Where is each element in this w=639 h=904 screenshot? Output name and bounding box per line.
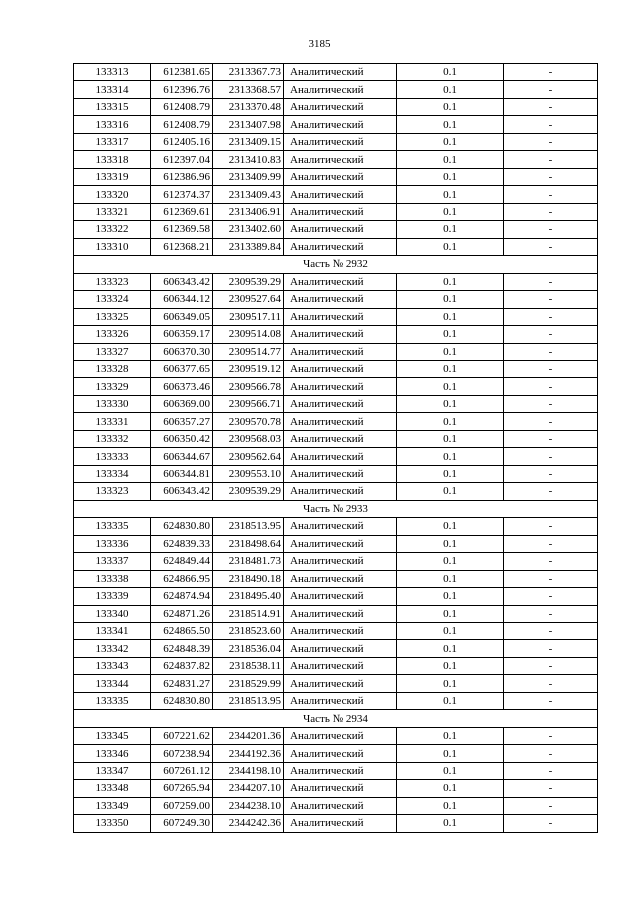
method-cell: Аналитический xyxy=(284,360,397,377)
y-coordinate-cell: 2313368.57 xyxy=(213,81,284,98)
accuracy-cell: 0.1 xyxy=(397,151,504,168)
x-coordinate-cell: 606357.27 xyxy=(151,413,213,430)
description-cell: - xyxy=(504,326,598,343)
point-id-cell: 133327 xyxy=(74,343,151,360)
part-header: Часть № 2932 xyxy=(74,256,598,273)
coordinates-table-body xyxy=(74,64,598,833)
x-coordinate-cell: 624871.26 xyxy=(151,605,213,622)
accuracy-cell: 0.1 xyxy=(397,675,504,692)
x-coordinate-cell: 624830.80 xyxy=(151,518,213,535)
table-row xyxy=(74,98,598,115)
table-row xyxy=(74,745,598,762)
accuracy-cell: 0.1 xyxy=(397,448,504,465)
table-row xyxy=(74,360,598,377)
point-id-cell: 133343 xyxy=(74,657,151,674)
point-id-cell: 133323 xyxy=(74,483,151,500)
x-coordinate-cell: 624874.94 xyxy=(151,588,213,605)
y-coordinate-cell: 2318514.91 xyxy=(213,605,284,622)
x-coordinate-cell: 606350.42 xyxy=(151,430,213,447)
coordinates-table xyxy=(73,63,598,833)
y-coordinate-cell: 2309562.64 xyxy=(213,448,284,465)
description-cell: - xyxy=(504,98,598,115)
y-coordinate-cell: 2309514.08 xyxy=(213,326,284,343)
y-coordinate-cell: 2344238.10 xyxy=(213,797,284,814)
description-cell: - xyxy=(504,675,598,692)
point-id-cell: 133342 xyxy=(74,640,151,657)
description-cell: - xyxy=(504,465,598,482)
y-coordinate-cell: 2318513.95 xyxy=(213,692,284,709)
y-coordinate-cell: 2313407.98 xyxy=(213,116,284,133)
method-cell: Аналитический xyxy=(284,116,397,133)
accuracy-cell: 0.1 xyxy=(397,692,504,709)
y-coordinate-cell: 2344192.36 xyxy=(213,745,284,762)
description-cell: - xyxy=(504,81,598,98)
y-coordinate-cell: 2318513.95 xyxy=(213,518,284,535)
accuracy-cell: 0.1 xyxy=(397,657,504,674)
part-header: Часть № 2934 xyxy=(74,710,598,727)
y-coordinate-cell: 2309514.77 xyxy=(213,343,284,360)
description-cell: - xyxy=(504,116,598,133)
accuracy-cell: 0.1 xyxy=(397,378,504,395)
accuracy-cell: 0.1 xyxy=(397,116,504,133)
description-cell: - xyxy=(504,168,598,185)
description-cell: - xyxy=(504,395,598,412)
point-id-cell: 133313 xyxy=(74,64,151,81)
x-coordinate-cell: 612369.58 xyxy=(151,221,213,238)
accuracy-cell: 0.1 xyxy=(397,465,504,482)
x-coordinate-cell: 612386.96 xyxy=(151,168,213,185)
accuracy-cell: 0.1 xyxy=(397,343,504,360)
method-cell: Аналитический xyxy=(284,326,397,343)
method-cell: Аналитический xyxy=(284,692,397,709)
description-cell: - xyxy=(504,483,598,500)
description-cell: - xyxy=(504,815,598,832)
accuracy-cell: 0.1 xyxy=(397,395,504,412)
point-id-cell: 133339 xyxy=(74,588,151,605)
y-coordinate-cell: 2313389.84 xyxy=(213,238,284,255)
description-cell: - xyxy=(504,360,598,377)
x-coordinate-cell: 607221.62 xyxy=(151,727,213,744)
table-row xyxy=(74,64,598,81)
table-row xyxy=(74,395,598,412)
point-id-cell: 133337 xyxy=(74,553,151,570)
x-coordinate-cell: 606343.42 xyxy=(151,273,213,290)
description-cell: - xyxy=(504,64,598,81)
accuracy-cell: 0.1 xyxy=(397,221,504,238)
description-cell: - xyxy=(504,780,598,797)
accuracy-cell: 0.1 xyxy=(397,98,504,115)
accuracy-cell: 0.1 xyxy=(397,762,504,779)
x-coordinate-cell: 606343.42 xyxy=(151,483,213,500)
x-coordinate-cell: 612396.76 xyxy=(151,81,213,98)
method-cell: Аналитический xyxy=(284,745,397,762)
part-header: Часть № 2933 xyxy=(74,500,598,517)
accuracy-cell: 0.1 xyxy=(397,483,504,500)
method-cell: Аналитический xyxy=(284,378,397,395)
x-coordinate-cell: 606344.81 xyxy=(151,465,213,482)
method-cell: Аналитический xyxy=(284,762,397,779)
accuracy-cell: 0.1 xyxy=(397,308,504,325)
description-cell: - xyxy=(504,430,598,447)
x-coordinate-cell: 612408.79 xyxy=(151,116,213,133)
table-row xyxy=(74,81,598,98)
x-coordinate-cell: 606373.46 xyxy=(151,378,213,395)
method-cell: Аналитический xyxy=(284,640,397,657)
method-cell: Аналитический xyxy=(284,203,397,220)
accuracy-cell: 0.1 xyxy=(397,588,504,605)
table-row xyxy=(74,465,598,482)
description-cell: - xyxy=(504,151,598,168)
method-cell: Аналитический xyxy=(284,483,397,500)
description-cell: - xyxy=(504,657,598,674)
table-row xyxy=(74,483,598,500)
method-cell: Аналитический xyxy=(284,168,397,185)
y-coordinate-cell: 2309539.29 xyxy=(213,273,284,290)
x-coordinate-cell: 612374.37 xyxy=(151,186,213,203)
description-cell: - xyxy=(504,238,598,255)
description-cell: - xyxy=(504,186,598,203)
table-row xyxy=(74,378,598,395)
description-cell: - xyxy=(504,133,598,150)
method-cell: Аналитический xyxy=(284,570,397,587)
accuracy-cell: 0.1 xyxy=(397,64,504,81)
method-cell: Аналитический xyxy=(284,588,397,605)
method-cell: Аналитический xyxy=(284,465,397,482)
point-id-cell: 133336 xyxy=(74,535,151,552)
y-coordinate-cell: 2318536.04 xyxy=(213,640,284,657)
point-id-cell: 133324 xyxy=(74,291,151,308)
description-cell: - xyxy=(504,518,598,535)
description-cell: - xyxy=(504,692,598,709)
point-id-cell: 133340 xyxy=(74,605,151,622)
y-coordinate-cell: 2344198.10 xyxy=(213,762,284,779)
description-cell: - xyxy=(504,570,598,587)
accuracy-cell: 0.1 xyxy=(397,553,504,570)
point-id-cell: 133334 xyxy=(74,465,151,482)
point-id-cell: 133322 xyxy=(74,221,151,238)
x-coordinate-cell: 612397.04 xyxy=(151,151,213,168)
x-coordinate-cell: 606370.30 xyxy=(151,343,213,360)
method-cell: Аналитический xyxy=(284,413,397,430)
y-coordinate-cell: 2309527.64 xyxy=(213,291,284,308)
method-cell: Аналитический xyxy=(284,605,397,622)
table-row xyxy=(74,273,598,290)
table-row xyxy=(74,238,598,255)
x-coordinate-cell: 606344.12 xyxy=(151,291,213,308)
table-row xyxy=(74,308,598,325)
method-cell: Аналитический xyxy=(284,64,397,81)
table-row xyxy=(74,815,598,832)
table-row xyxy=(74,326,598,343)
method-cell: Аналитический xyxy=(284,98,397,115)
method-cell: Аналитический xyxy=(284,657,397,674)
accuracy-cell: 0.1 xyxy=(397,326,504,343)
description-cell: - xyxy=(504,378,598,395)
method-cell: Аналитический xyxy=(284,133,397,150)
y-coordinate-cell: 2313410.83 xyxy=(213,151,284,168)
method-cell: Аналитический xyxy=(284,273,397,290)
y-coordinate-cell: 2309566.78 xyxy=(213,378,284,395)
table-row xyxy=(74,518,598,535)
table-row xyxy=(74,168,598,185)
y-coordinate-cell: 2344242.36 xyxy=(213,815,284,832)
point-id-cell: 133320 xyxy=(74,186,151,203)
description-cell: - xyxy=(504,640,598,657)
x-coordinate-cell: 612381.65 xyxy=(151,64,213,81)
description-cell: - xyxy=(504,535,598,552)
description-cell: - xyxy=(504,553,598,570)
method-cell: Аналитический xyxy=(284,238,397,255)
y-coordinate-cell: 2318538.11 xyxy=(213,657,284,674)
method-cell: Аналитический xyxy=(284,430,397,447)
description-cell: - xyxy=(504,623,598,640)
y-coordinate-cell: 2313402.60 xyxy=(213,221,284,238)
y-coordinate-cell: 2309570.78 xyxy=(213,413,284,430)
description-cell: - xyxy=(504,291,598,308)
point-id-cell: 133315 xyxy=(74,98,151,115)
x-coordinate-cell: 606359.17 xyxy=(151,326,213,343)
point-id-cell: 133333 xyxy=(74,448,151,465)
x-coordinate-cell: 624839.33 xyxy=(151,535,213,552)
x-coordinate-cell: 607261.12 xyxy=(151,762,213,779)
table-row xyxy=(74,570,598,587)
method-cell: Аналитический xyxy=(284,727,397,744)
accuracy-cell: 0.1 xyxy=(397,360,504,377)
y-coordinate-cell: 2344201.36 xyxy=(213,727,284,744)
method-cell: Аналитический xyxy=(284,448,397,465)
table-row xyxy=(74,116,598,133)
accuracy-cell: 0.1 xyxy=(397,81,504,98)
table-row xyxy=(74,133,598,150)
table-row xyxy=(74,413,598,430)
x-coordinate-cell: 606377.65 xyxy=(151,360,213,377)
method-cell: Аналитический xyxy=(284,291,397,308)
y-coordinate-cell: 2318529.99 xyxy=(213,675,284,692)
point-id-cell: 133341 xyxy=(74,623,151,640)
description-cell: - xyxy=(504,588,598,605)
table-row xyxy=(74,692,598,709)
x-coordinate-cell: 606344.67 xyxy=(151,448,213,465)
point-id-cell: 133335 xyxy=(74,518,151,535)
point-id-cell: 133331 xyxy=(74,413,151,430)
point-id-cell: 133329 xyxy=(74,378,151,395)
accuracy-cell: 0.1 xyxy=(397,623,504,640)
point-id-cell: 133317 xyxy=(74,133,151,150)
table-row xyxy=(74,588,598,605)
table-row xyxy=(74,675,598,692)
y-coordinate-cell: 2313409.99 xyxy=(213,168,284,185)
point-id-cell: 133332 xyxy=(74,430,151,447)
point-id-cell: 133348 xyxy=(74,780,151,797)
method-cell: Аналитический xyxy=(284,780,397,797)
y-coordinate-cell: 2313409.43 xyxy=(213,186,284,203)
accuracy-cell: 0.1 xyxy=(397,413,504,430)
method-cell: Аналитический xyxy=(284,815,397,832)
y-coordinate-cell: 2313409.15 xyxy=(213,133,284,150)
point-id-cell: 133321 xyxy=(74,203,151,220)
method-cell: Аналитический xyxy=(284,186,397,203)
description-cell: - xyxy=(504,762,598,779)
method-cell: Аналитический xyxy=(284,308,397,325)
table-row xyxy=(74,203,598,220)
point-id-cell: 133325 xyxy=(74,308,151,325)
y-coordinate-cell: 2313370.48 xyxy=(213,98,284,115)
x-coordinate-cell: 606349.05 xyxy=(151,308,213,325)
y-coordinate-cell: 2344207.10 xyxy=(213,780,284,797)
x-coordinate-cell: 607249.30 xyxy=(151,815,213,832)
point-id-cell: 133319 xyxy=(74,168,151,185)
point-id-cell: 133318 xyxy=(74,151,151,168)
point-id-cell: 133338 xyxy=(74,570,151,587)
point-id-cell: 133350 xyxy=(74,815,151,832)
table-row xyxy=(74,430,598,447)
accuracy-cell: 0.1 xyxy=(397,291,504,308)
method-cell: Аналитический xyxy=(284,221,397,238)
part-header-row xyxy=(74,500,598,517)
point-id-cell: 133335 xyxy=(74,692,151,709)
table-row xyxy=(74,553,598,570)
x-coordinate-cell: 624849.44 xyxy=(151,553,213,570)
x-coordinate-cell: 606369.00 xyxy=(151,395,213,412)
y-coordinate-cell: 2313406.91 xyxy=(213,203,284,220)
accuracy-cell: 0.1 xyxy=(397,815,504,832)
point-id-cell: 133323 xyxy=(74,273,151,290)
point-id-cell: 133330 xyxy=(74,395,151,412)
y-coordinate-cell: 2309517.11 xyxy=(213,308,284,325)
method-cell: Аналитический xyxy=(284,395,397,412)
method-cell: Аналитический xyxy=(284,623,397,640)
point-id-cell: 133347 xyxy=(74,762,151,779)
point-id-cell: 133314 xyxy=(74,81,151,98)
accuracy-cell: 0.1 xyxy=(397,535,504,552)
description-cell: - xyxy=(504,413,598,430)
y-coordinate-cell: 2309553.10 xyxy=(213,465,284,482)
point-id-cell: 133346 xyxy=(74,745,151,762)
table-row xyxy=(74,605,598,622)
method-cell: Аналитический xyxy=(284,535,397,552)
table-row xyxy=(74,535,598,552)
x-coordinate-cell: 612405.16 xyxy=(151,133,213,150)
point-id-cell: 133326 xyxy=(74,326,151,343)
y-coordinate-cell: 2313367.73 xyxy=(213,64,284,81)
accuracy-cell: 0.1 xyxy=(397,430,504,447)
x-coordinate-cell: 624865.50 xyxy=(151,623,213,640)
table-row xyxy=(74,186,598,203)
description-cell: - xyxy=(504,727,598,744)
description-cell: - xyxy=(504,343,598,360)
part-header-row xyxy=(74,256,598,273)
y-coordinate-cell: 2318481.73 xyxy=(213,553,284,570)
point-id-cell: 133328 xyxy=(74,360,151,377)
accuracy-cell: 0.1 xyxy=(397,797,504,814)
table-row xyxy=(74,762,598,779)
y-coordinate-cell: 2309519.12 xyxy=(213,360,284,377)
y-coordinate-cell: 2318495.40 xyxy=(213,588,284,605)
table-row xyxy=(74,657,598,674)
table-row xyxy=(74,780,598,797)
x-coordinate-cell: 624848.39 xyxy=(151,640,213,657)
description-cell: - xyxy=(504,797,598,814)
accuracy-cell: 0.1 xyxy=(397,203,504,220)
x-coordinate-cell: 624866.95 xyxy=(151,570,213,587)
x-coordinate-cell: 624831.27 xyxy=(151,675,213,692)
table-row xyxy=(74,221,598,238)
table-row xyxy=(74,448,598,465)
accuracy-cell: 0.1 xyxy=(397,273,504,290)
accuracy-cell: 0.1 xyxy=(397,745,504,762)
accuracy-cell: 0.1 xyxy=(397,518,504,535)
table-row xyxy=(74,151,598,168)
method-cell: Аналитический xyxy=(284,151,397,168)
method-cell: Аналитический xyxy=(284,518,397,535)
accuracy-cell: 0.1 xyxy=(397,168,504,185)
description-cell: - xyxy=(504,448,598,465)
accuracy-cell: 0.1 xyxy=(397,605,504,622)
accuracy-cell: 0.1 xyxy=(397,570,504,587)
x-coordinate-cell: 607265.94 xyxy=(151,780,213,797)
description-cell: - xyxy=(504,745,598,762)
description-cell: - xyxy=(504,308,598,325)
x-coordinate-cell: 624830.80 xyxy=(151,692,213,709)
point-id-cell: 133316 xyxy=(74,116,151,133)
y-coordinate-cell: 2309539.29 xyxy=(213,483,284,500)
method-cell: Аналитический xyxy=(284,797,397,814)
y-coordinate-cell: 2309566.71 xyxy=(213,395,284,412)
x-coordinate-cell: 624837.82 xyxy=(151,657,213,674)
x-coordinate-cell: 612368.21 xyxy=(151,238,213,255)
point-id-cell: 133344 xyxy=(74,675,151,692)
x-coordinate-cell: 612369.61 xyxy=(151,203,213,220)
accuracy-cell: 0.1 xyxy=(397,640,504,657)
x-coordinate-cell: 612408.79 xyxy=(151,98,213,115)
method-cell: Аналитический xyxy=(284,343,397,360)
table-row xyxy=(74,797,598,814)
point-id-cell: 133349 xyxy=(74,797,151,814)
x-coordinate-cell: 607259.00 xyxy=(151,797,213,814)
y-coordinate-cell: 2309568.03 xyxy=(213,430,284,447)
table-row xyxy=(74,343,598,360)
table-row xyxy=(74,291,598,308)
point-id-cell: 133310 xyxy=(74,238,151,255)
description-cell: - xyxy=(504,221,598,238)
y-coordinate-cell: 2318490.18 xyxy=(213,570,284,587)
y-coordinate-cell: 2318498.64 xyxy=(213,535,284,552)
page-number: 3185 xyxy=(308,38,331,50)
method-cell: Аналитический xyxy=(284,81,397,98)
description-cell: - xyxy=(504,605,598,622)
table-row xyxy=(74,623,598,640)
point-id-cell: 133345 xyxy=(74,727,151,744)
description-cell: - xyxy=(504,203,598,220)
table-row xyxy=(74,640,598,657)
accuracy-cell: 0.1 xyxy=(397,238,504,255)
accuracy-cell: 0.1 xyxy=(397,133,504,150)
method-cell: Аналитический xyxy=(284,675,397,692)
y-coordinate-cell: 2318523.60 xyxy=(213,623,284,640)
part-header-row xyxy=(74,710,598,727)
description-cell: - xyxy=(504,273,598,290)
table-row xyxy=(74,727,598,744)
accuracy-cell: 0.1 xyxy=(397,780,504,797)
accuracy-cell: 0.1 xyxy=(397,727,504,744)
method-cell: Аналитический xyxy=(284,553,397,570)
accuracy-cell: 0.1 xyxy=(397,186,504,203)
x-coordinate-cell: 607238.94 xyxy=(151,745,213,762)
